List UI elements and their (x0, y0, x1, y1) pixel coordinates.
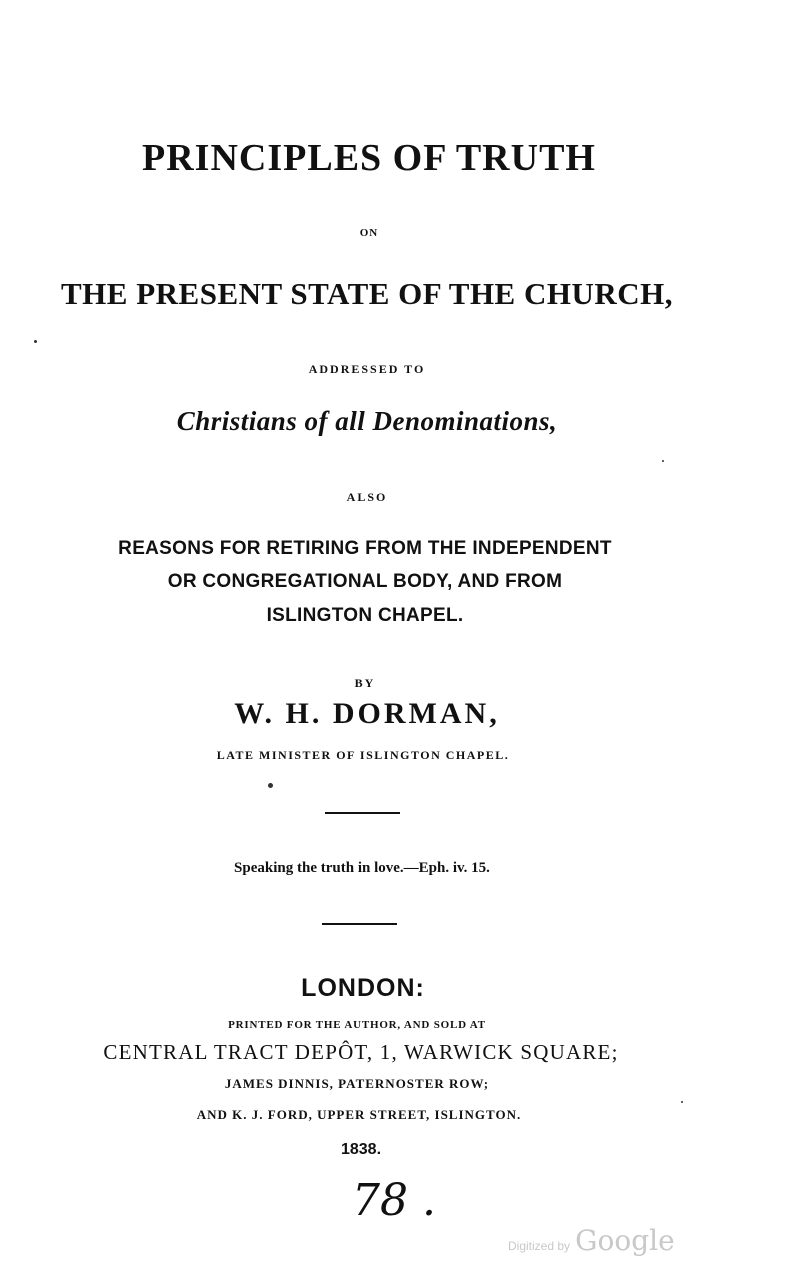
audience-blackletter: Christians of all Denominations, (176, 406, 558, 436)
divider-rule-top (325, 812, 400, 814)
addressed-to-label: ADDRESSED TO (308, 362, 426, 376)
ink-speck (34, 340, 37, 343)
reasons-line-1: REASONS FOR RETIRING FROM THE INDEPENDENT (118, 538, 612, 559)
by-label: BY (354, 676, 376, 690)
ink-speck (662, 460, 664, 462)
imprint-year: 1838. (340, 1141, 382, 1158)
watermark-prefix: Digitized by (508, 1239, 571, 1253)
handwritten-annotation: 78 . (352, 1175, 436, 1226)
epigraph: Speaking the truth in love.—Eph. iv. 15. (234, 860, 490, 876)
reasons-line-2: OR CONGREGATIONAL BODY, AND FROM (167, 571, 563, 592)
google-logo: Google (575, 1224, 675, 1257)
imprint-city: LONDON: (301, 974, 425, 1002)
also-label: ALSO (346, 490, 388, 504)
ink-speck (268, 783, 273, 788)
title-line-1: PRINCIPLES OF TRUTH (142, 137, 596, 179)
ink-speck (681, 1101, 683, 1103)
author-name: W. H. DORMAN, (234, 697, 500, 730)
divider-rule-bottom (322, 923, 397, 925)
reasons-line-3: ISLINGTON CHAPEL. (266, 605, 464, 626)
title-line-2: THE PRESENT STATE OF THE CHURCH, (60, 276, 674, 311)
imprint-dinnis: JAMES DINNIS, PATERNOSTER ROW; (224, 1076, 490, 1091)
imprint-ford: AND K. J. FORD, UPPER STREET, ISLINGTON. (196, 1107, 522, 1122)
digitized-watermark (508, 1224, 675, 1257)
imprint-central-depot: CENTRAL TRACT DEPÔT, 1, WARWICK SQUARE; (103, 1040, 619, 1064)
author-position: LATE MINISTER OF ISLINGTON CHAPEL. (216, 748, 510, 762)
title-connector-on: ON (359, 227, 379, 239)
imprint-printed-for: PRINTED FOR THE AUTHOR, AND SOLD AT (228, 1019, 486, 1031)
